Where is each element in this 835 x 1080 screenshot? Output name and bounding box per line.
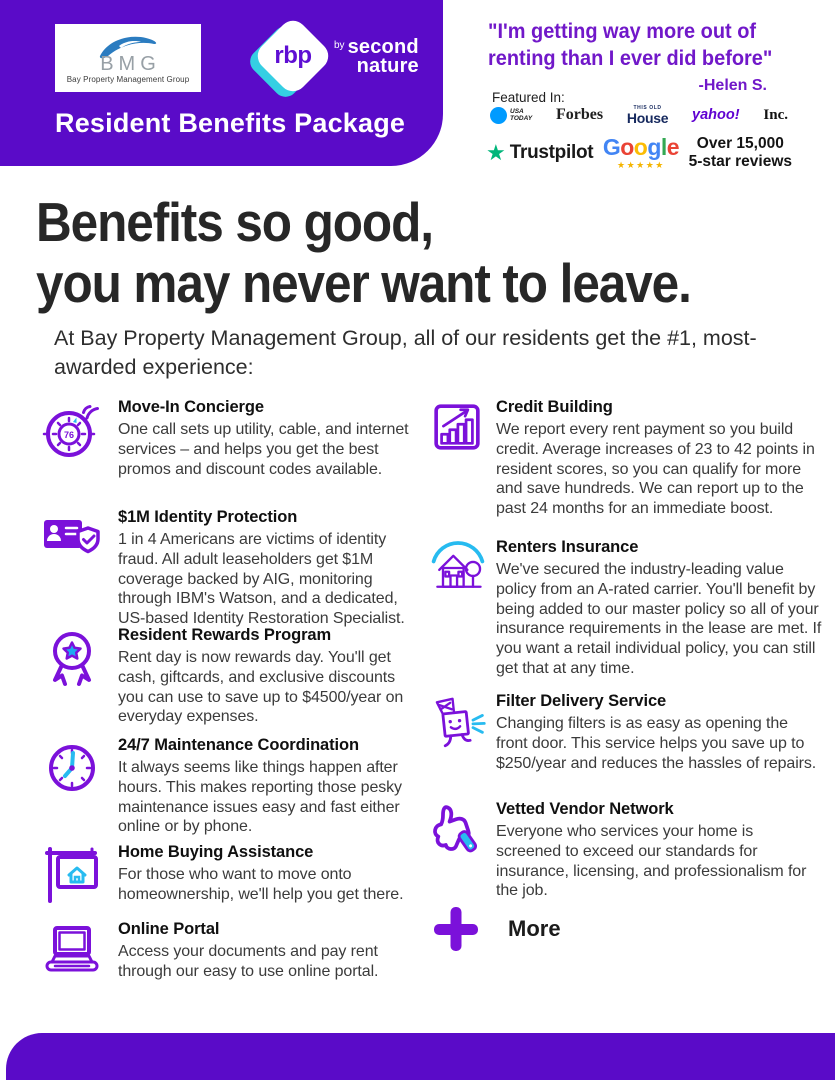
- yahoo-logo: yahoo!: [692, 107, 740, 123]
- sub-headline: At Bay Property Management Group, all of our residents get the #1, most-awarded experience:: [54, 326, 757, 379]
- benefit-description: We've secured the industry-leading value policy from an A-rated carrier. You'll benefit by being added to our master policy so all of your insurance requirements in the lease are met. If you want a retail individual policy, you can still get that at any time.: [496, 561, 822, 678]
- thumbs-up-icon: [428, 800, 496, 865]
- reviews-line1: Over 15,000: [696, 135, 784, 152]
- google-letter-o2: o: [633, 134, 648, 161]
- laptop-icon: [40, 920, 118, 989]
- benefit-title: $1M Identity Protection: [118, 508, 298, 526]
- benefit-title: Renters Insurance: [496, 538, 639, 556]
- bmg-logo: [55, 24, 201, 92]
- quote-attribution: -Helen S.: [698, 76, 767, 94]
- benefit-resident-rewards: [40, 626, 418, 727]
- rbp-logo: [246, 14, 338, 106]
- usa-today-logo: [490, 107, 532, 124]
- benefit-title: Credit Building: [496, 398, 613, 416]
- google-letter-l: l: [660, 134, 667, 161]
- house-sign-icon: [40, 843, 118, 912]
- inc-logo: Inc.: [763, 106, 788, 123]
- benefit-title: 24/7 Maintenance Coordination: [118, 736, 359, 754]
- google-logo: [603, 136, 679, 170]
- second-nature-logo: [334, 38, 419, 76]
- insured-house-icon: [428, 538, 496, 603]
- by-label: by: [334, 40, 345, 51]
- benefit-title: Online Portal: [118, 920, 220, 938]
- benefit-identity-protection: [40, 508, 418, 629]
- second-nature-line1: second: [347, 36, 419, 58]
- benefit-description: Everyone who services your home is screened to exceed our standards for insurance, licensing, and professionalism for the job.: [496, 823, 807, 900]
- google-letter-e: e: [666, 134, 680, 161]
- benefit-description: Rent day is now rewards day. You'll get cash, giftcards, and exclusive discounts you can use to save up to $4500/year on everyday expenses.: [118, 649, 404, 726]
- clock-icon: [40, 736, 118, 805]
- second-nature-line2: nature: [356, 55, 419, 77]
- benefit-online-portal: [40, 920, 418, 989]
- bar-chart-growth-icon: [428, 398, 496, 461]
- rbp-wordmark: rbp: [274, 42, 312, 69]
- usa-today-line1: USA: [510, 107, 524, 115]
- trustpilot-wordmark: Trustpilot: [509, 142, 594, 164]
- reviews-count: [689, 135, 792, 172]
- benefit-credit-building: [428, 398, 822, 519]
- benefit-description: For those who want to move onto homeownership, we'll help you get there.: [118, 866, 404, 903]
- svg-text:76: 76: [63, 430, 75, 440]
- testimonial-quote: [488, 18, 800, 96]
- benefit-renters-insurance: [428, 538, 822, 679]
- header-banner: [0, 0, 443, 166]
- benefit-title: Move-In Concierge: [118, 398, 264, 416]
- benefit-more: [432, 905, 561, 953]
- bmg-company-name: Bay Property Management Group: [66, 74, 190, 84]
- filter-box-icon: [428, 692, 496, 757]
- more-label: More: [508, 916, 561, 941]
- benefit-home-buying: [40, 843, 418, 912]
- banner-title: Resident Benefits Package: [55, 108, 406, 138]
- reviews-row: [486, 135, 792, 172]
- benefit-maintenance: [40, 736, 418, 837]
- press-logos-row: [490, 101, 788, 129]
- benefit-vetted-vendors: [428, 800, 822, 901]
- benefit-title: Home Buying Assistance: [118, 843, 314, 861]
- this-old-house-top: THIS OLD: [633, 104, 662, 111]
- this-old-house-main: House: [626, 109, 669, 126]
- id-card-shield-icon: [40, 508, 118, 577]
- headline-line2: you may never want to leave.: [36, 251, 691, 314]
- benefit-description: Access your documents and pay rent through our easy to use online portal.: [118, 943, 379, 980]
- quote-line-1: "I'm getting way more out of: [488, 20, 757, 43]
- benefit-description: Changing filters is as easy as opening the front door. This service helps you save up to $250/year and reduces the hassles of repairs.: [496, 715, 817, 772]
- main-headline: [36, 192, 691, 313]
- trustpilot-logo: [486, 142, 593, 164]
- bmg-acronym: BMG: [100, 52, 161, 75]
- move-in-concierge-icon: [40, 398, 118, 467]
- award-ribbon-icon: [40, 626, 118, 695]
- quote-line-2: renting than I ever did before": [488, 47, 773, 71]
- google-letter-o1: o: [620, 134, 634, 161]
- trustpilot-star-icon: ★: [486, 140, 506, 166]
- google-letter-g2: g: [647, 134, 661, 161]
- plus-icon: [432, 905, 480, 953]
- forbes-logo: Forbes: [555, 106, 604, 123]
- benefit-title: Filter Delivery Service: [496, 692, 667, 710]
- reviews-line2: 5-star reviews: [688, 153, 792, 171]
- benefit-description: We report every rent payment so you build credit. Average increases of 23 to 42 points in resident scores, so you can qualify for more and save hundreds. We can report up to the past 24 months for an immediate boost.: [496, 421, 815, 518]
- usa-today-circle-icon: [490, 107, 507, 124]
- benefit-description: 1 in 4 Americans are victims of identity fraud. All adult leaseholders get $1M coverage backed by AIG, monitoring through IBM's Watson, and a dedicated, US-based Identity Restoration Specialist.: [118, 531, 405, 628]
- this-old-house-logo: [627, 106, 668, 125]
- benefit-move-in-concierge: [40, 398, 418, 479]
- benefit-filter-delivery: [428, 692, 822, 773]
- benefit-description: One call sets up utility, cable, and internet services – and helps you get the best promos and discount codes available.: [118, 421, 409, 478]
- usa-today-line2: TODAY: [510, 115, 533, 122]
- benefit-title: Resident Rewards Program: [118, 626, 332, 644]
- featured-in-label: Featured In:: [492, 90, 565, 105]
- footer-bar: [6, 1033, 835, 1080]
- google-letter-g1: G: [602, 134, 621, 161]
- google-five-stars-icon: ★★★★★: [617, 160, 665, 171]
- benefit-title: Vetted Vendor Network: [496, 800, 674, 818]
- headline-line1: Benefits so good,: [36, 191, 433, 253]
- benefit-description: It always seems like things happen after hours. This makes reporting those pesky maintenance issues easy and fast either online or by phone.: [118, 759, 402, 836]
